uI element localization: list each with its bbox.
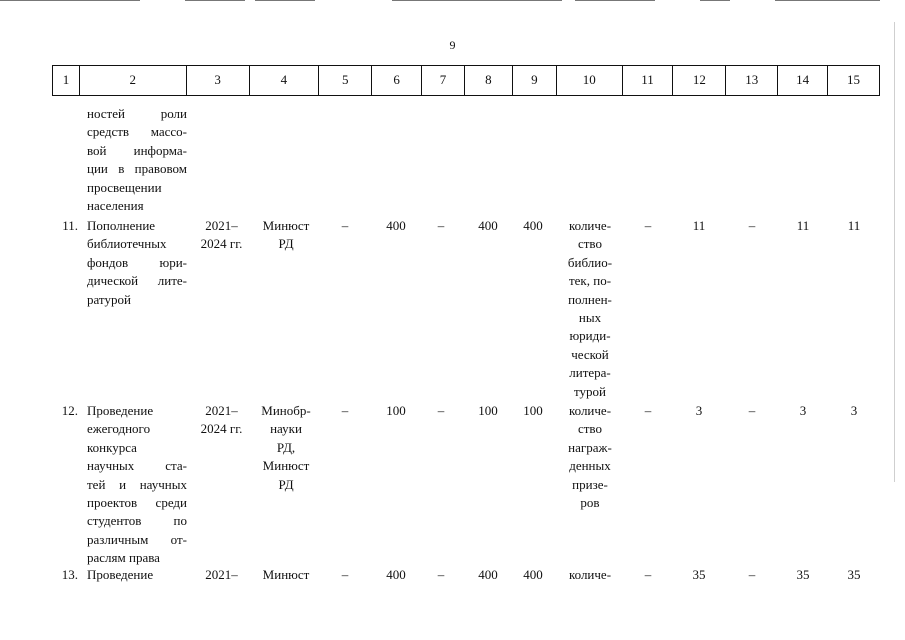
value-c7: – — [437, 218, 445, 233]
value-c6: 400 — [386, 218, 406, 233]
value-c8: 400 — [478, 218, 498, 233]
measure-name — [87, 105, 187, 215]
cell-line: ных — [578, 310, 602, 326]
value-c7: – — [437, 403, 445, 418]
scan-edge-line — [0, 0, 140, 1]
measure-name — [87, 566, 187, 584]
scan-edge-line — [700, 0, 730, 1]
column-header: 9 — [513, 66, 557, 95]
cell-line: ежегодного — [87, 421, 151, 437]
value-c5: – — [341, 403, 349, 418]
executor — [253, 402, 319, 494]
value-c11: – — [644, 403, 652, 418]
scan-edge-line — [894, 22, 895, 482]
period — [193, 217, 250, 254]
cell-line: РД, — [276, 439, 296, 455]
executor — [253, 217, 319, 254]
value-c14: 11 — [796, 218, 810, 233]
cell-line: 2021– — [205, 403, 238, 418]
cell-line: ство — [577, 236, 602, 252]
scan-edge-line — [575, 0, 655, 1]
cell-line: РД — [278, 476, 294, 492]
cell-line: полнен- — [568, 291, 612, 307]
value-c15: 35 — [847, 567, 861, 582]
cell-line: конкурса — [87, 439, 137, 455]
cell-line: тек, по- — [568, 273, 612, 289]
cell-line: Минобр- — [261, 403, 311, 418]
cell-line: науки — [270, 421, 302, 437]
indicator — [558, 217, 622, 401]
cell-line: библио- — [567, 254, 613, 270]
value-c11: – — [644, 567, 652, 582]
cell-line: 2021– — [205, 218, 238, 233]
value-c12: 3 — [695, 403, 703, 418]
cell-line: фондов юри- — [87, 254, 187, 270]
cell-line: средств массо- — [87, 124, 187, 140]
value-c8: 400 — [478, 567, 498, 582]
cell-line: ров — [580, 495, 600, 511]
column-header: 11 — [623, 66, 674, 95]
scan-edge-line — [185, 0, 245, 1]
value-c9: 400 — [523, 218, 543, 233]
cell-line: просвещении — [87, 179, 162, 195]
value-c6: 400 — [386, 567, 406, 582]
scan-edge-line — [392, 0, 562, 1]
cell-line: научных ста- — [87, 458, 187, 474]
column-header: 15 — [847, 72, 861, 88]
column-header: 12 — [673, 66, 726, 95]
column-header: 13 — [726, 66, 778, 95]
row-number: 11. — [62, 218, 78, 233]
value-c15: 3 — [850, 403, 858, 418]
executor — [253, 566, 319, 584]
column-header: 14 — [778, 66, 828, 95]
cell-line: ностей роли — [87, 106, 187, 121]
scan-edge-line — [775, 0, 880, 1]
cell-line: тей и научных — [87, 476, 187, 492]
cell-line: РД — [278, 236, 294, 252]
cell-line: Проведение — [87, 567, 154, 582]
indicator — [558, 566, 622, 584]
cell-line: Проведение — [87, 403, 154, 418]
column-header: 6 — [372, 66, 422, 95]
column-header: 7 — [422, 66, 465, 95]
indicator — [558, 402, 622, 512]
value-c13: – — [748, 218, 756, 233]
cell-line: вой информа- — [87, 142, 187, 158]
period — [193, 566, 250, 584]
cell-line: проектов среди — [87, 495, 187, 511]
value-c14: 35 — [796, 567, 810, 582]
cell-line: Минюст — [262, 218, 310, 233]
column-header: 1 — [53, 66, 80, 95]
measure-name — [87, 217, 187, 309]
cell-line: ческой — [571, 346, 609, 362]
column-header: 8 — [465, 66, 513, 95]
cell-line: призе- — [572, 476, 608, 492]
value-c11: – — [644, 218, 652, 233]
cell-line: раслям права — [87, 550, 160, 566]
cell-line: денных — [569, 458, 611, 474]
cell-line: 2021– — [205, 567, 238, 582]
row-number: 12. — [61, 403, 78, 418]
table-header — [52, 65, 880, 96]
scan-edge-line — [255, 0, 315, 1]
value-c9: 400 — [523, 567, 543, 582]
value-c14: 3 — [799, 403, 807, 418]
column-header: 4 — [250, 66, 320, 95]
value-c8: 100 — [478, 403, 498, 418]
cell-line: различным от- — [87, 531, 187, 547]
row-number: 13. — [61, 567, 78, 582]
cell-line: студентов по — [87, 513, 187, 529]
value-c13: – — [748, 567, 756, 582]
value-c13: – — [748, 403, 756, 418]
value-c5: – — [341, 218, 349, 233]
column-header: 5 — [319, 66, 372, 95]
column-header: 10 — [557, 66, 623, 95]
value-c7: – — [437, 567, 445, 582]
column-header: 2 — [80, 66, 187, 95]
cell-line: библиотечных — [87, 236, 167, 252]
period — [193, 402, 250, 439]
cell-line: Минюст — [262, 567, 310, 582]
page-number: 9 — [449, 38, 456, 52]
value-c12: 11 — [692, 218, 706, 233]
cell-line: дической лите- — [87, 273, 187, 289]
cell-line: Минюст — [262, 458, 310, 474]
cell-line: юриди- — [569, 328, 611, 344]
value-c5: – — [341, 567, 349, 582]
cell-line: турой — [574, 383, 606, 399]
cell-line: литера- — [569, 365, 611, 381]
value-c6: 100 — [386, 403, 406, 418]
cell-line: 2024 гг. — [200, 421, 243, 437]
cell-line: количе- — [568, 218, 612, 233]
cell-line: ство — [577, 421, 602, 437]
cell-line: количе- — [568, 567, 612, 582]
cell-line: ции в правовом — [87, 161, 187, 177]
cell-line: Пополнение — [87, 218, 156, 233]
measure-name — [87, 402, 187, 568]
cell-line: ратурой — [87, 291, 131, 307]
cell-line: количе- — [568, 403, 612, 418]
value-c15: 11 — [847, 218, 861, 233]
cell-line: 2024 гг. — [200, 236, 243, 252]
cell-line: награж- — [568, 439, 612, 455]
value-c12: 35 — [692, 567, 706, 582]
value-c9: 100 — [523, 403, 543, 418]
column-header: 3 — [187, 66, 250, 95]
cell-line: населения — [87, 198, 144, 214]
